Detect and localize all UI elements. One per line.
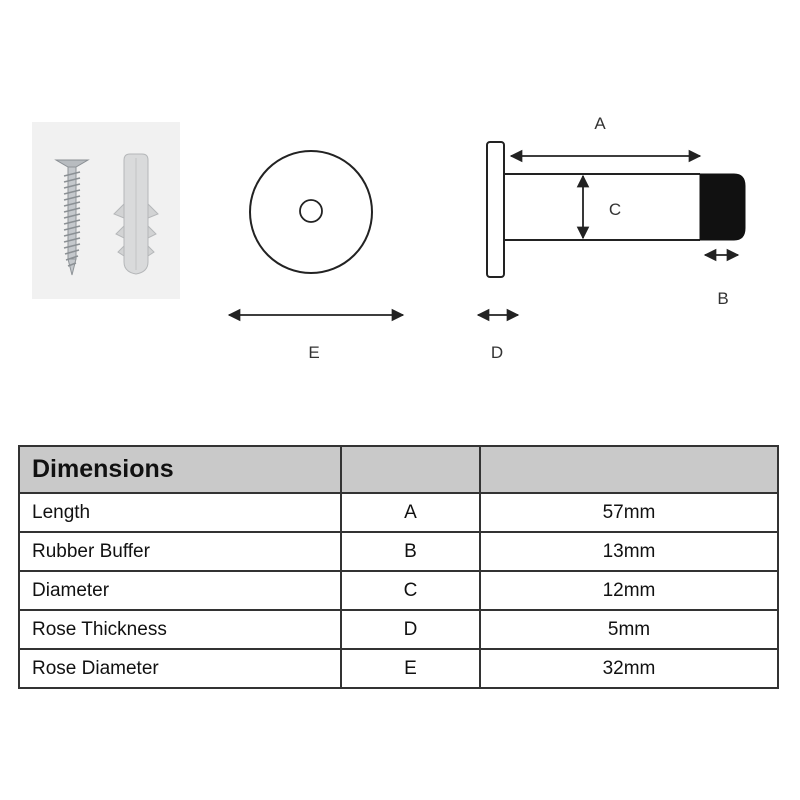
table-row <box>19 610 778 649</box>
row-name: Rose Thickness <box>19 610 341 649</box>
table-row <box>19 493 778 532</box>
table-title: Dimensions <box>19 446 341 493</box>
table-row <box>19 649 778 688</box>
label-d: D <box>490 343 504 362</box>
row-name: Rubber Buffer <box>19 532 341 571</box>
label-b: B <box>717 289 729 308</box>
row-value: 5mm <box>480 610 778 649</box>
row-key: B <box>341 532 480 571</box>
row-value: 12mm <box>480 571 778 610</box>
table-row <box>19 571 778 610</box>
label-c: C <box>608 200 622 219</box>
rubber-buffer <box>700 174 745 240</box>
row-key: D <box>341 610 480 649</box>
row-value: 57mm <box>480 493 778 532</box>
label-a: A <box>594 114 606 133</box>
row-name: Diameter <box>19 571 341 610</box>
row-name: Length <box>19 493 341 532</box>
row-value: 13mm <box>480 532 778 571</box>
table-header-col3 <box>480 446 778 493</box>
table-header-row <box>19 446 778 493</box>
row-value: 32mm <box>480 649 778 688</box>
dimensions-table <box>18 445 779 689</box>
row-name: Rose Diameter <box>19 649 341 688</box>
table-header-col2 <box>341 446 480 493</box>
label-e: E <box>308 343 320 362</box>
row-key: A <box>341 493 480 532</box>
screw-and-wall-plug-icon <box>32 122 180 299</box>
row-key: E <box>341 649 480 688</box>
row-key: C <box>341 571 480 610</box>
table-row <box>19 532 778 571</box>
rose-front-view <box>250 151 372 273</box>
